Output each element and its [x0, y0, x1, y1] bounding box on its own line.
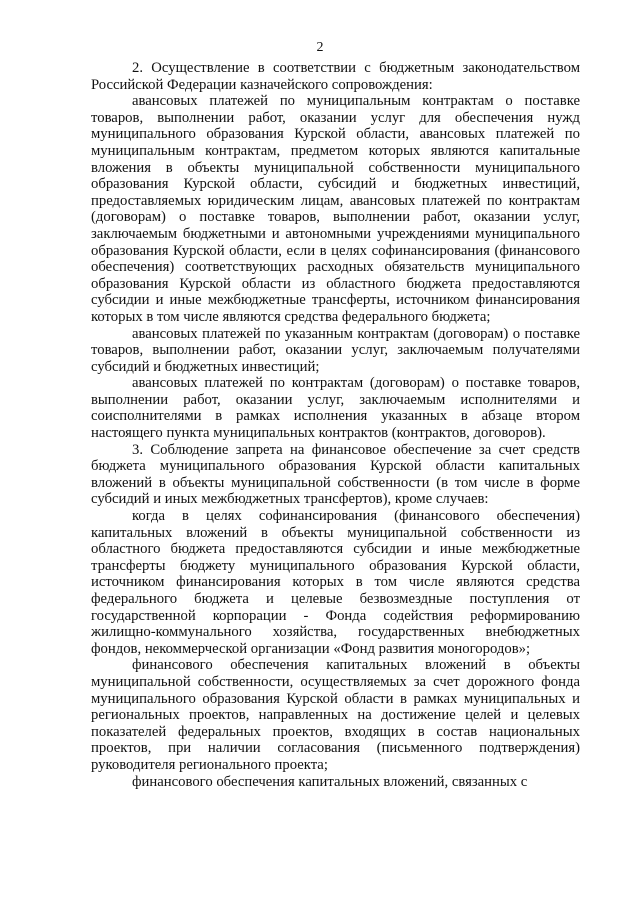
- paragraph-exception-cofinancing: когда в целях софинансирования (финансового обеспечения) капитальных вложений в объекты муниципальной собственности из областного бюджета предоставляются субсидии и иные межбюджетные трансферты бюджету муниципального образования Курской области, источником финансирования которых в том числе являются средства федерального бюджета и целевые безвозмездные поступления от государственной корпорации - Фонда содействия реформированию жилищно-коммунального хозяйства, государственных внебюджетных фондов, некоммерческой организации «Фонд развития моногородов»;: [91, 508, 580, 657]
- paragraph-exception-capital-related: финансового обеспечения капитальных вложений, связанных с: [132, 773, 528, 790]
- paragraph-advance-payments-contracts: авансовых платежей по муниципальным контрактам о поставке товаров, выполнении работ, оказании услуг для обеспечения нужд муниципального образования Курской области, авансовых платежей по муниципальным контрактам, предметом которых являются капитальные вложения в объекты муниципальной собственности муниципального образования Курской области, субсидий и бюджетных инвестиций, предоставляемых юридическим лицам, авансовых платежей по контрактам (договорам) о поставке товаров, выполнении работ, оказании услуг, заключаемым бюджетными и автономными учреждениями муниципального образования Курской области, если в целях софинансирования (финансового обеспечения) соответствующих расходных обязательств муниципального образования Курской области из областного бюджета предоставляются субсидии и иные межбюджетные трансферты, источником финансирования которых в том числе являются средства федерального бюджета;: [91, 93, 580, 325]
- paragraph-treasury-support: 2. Осуществление в соответствии с бюджетным законодательством Российской Федерации казначейского сопровождения:: [91, 60, 580, 93]
- page-number: 2: [316, 40, 324, 55]
- document-body: [91, 60, 580, 790]
- paragraph-advance-payments-recipients: авансовых платежей по указанным контрактам (договорам) о поставке товаров, выполнении работ, оказании услуг, заключаемым получателями субсидий и бюджетных инвестиций;: [91, 325, 580, 375]
- paragraph-advance-payments-contractors: авансовых платежей по контрактам (договорам) о поставке товаров, выполнении работ, оказании услуг, заключаемым исполнителями и соисполнителями в рамках исполнения указанных в абзаце втором настоящего пункта муниципальных контрактов (контрактов, договоров).: [91, 375, 580, 442]
- paragraph-exception-road-fund: финансового обеспечения капитальных вложений в объекты муниципальной собственности, осуществляемых за счет дорожного фонда муниципального образования Курской области в рамках муниципальных и региональных проектов, направленных на достижение целей и целевых показателей федеральных проектов, входящих в состав национальных проектов, при наличии согласования (письменного подтверждения) руководителя регионального проекта;: [91, 657, 580, 773]
- paragraph-capital-investment-ban: 3. Соблюдение запрета на финансовое обеспечение за счет средств бюджета муниципального образования Курской области капитальных вложений в объекты муниципальной собственности (в том числе в форме субсидий и иных межбюджетных трансфертов), кроме случаев:: [91, 441, 580, 508]
